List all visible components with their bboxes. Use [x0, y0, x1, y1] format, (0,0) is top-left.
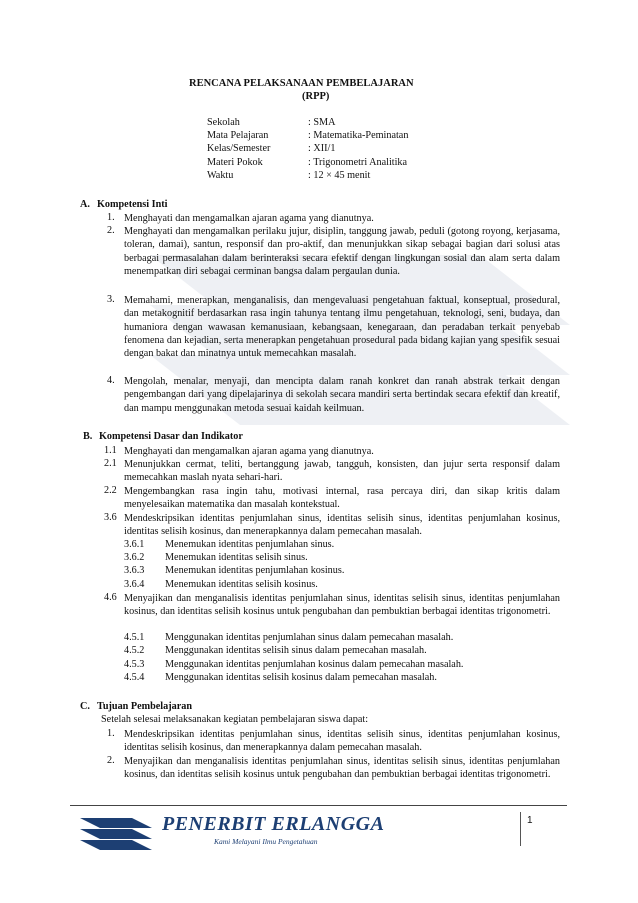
indicator-number: 3.6.3: [124, 565, 145, 576]
info-value: : 12 × 45 menit: [308, 170, 371, 181]
info-label: Waktu: [207, 170, 234, 181]
list-item: Mendeskripsikan identitas penjumlahan sinus, identitas selisih sinus, identitas penjumlahan kosinus, identitas selisih kosinus, dan menerapkannya dalam pemecahan masalah.: [124, 729, 560, 754]
publisher-name: PENERBIT ERLANGGA: [162, 813, 385, 835]
indicator-text: Menggunakan identitas selisih sinus dalam pemecahan masalah.: [165, 645, 427, 656]
section-a-heading: Kompetensi Inti: [97, 199, 168, 210]
indicator-text: Menemukan identitas selisih sinus.: [165, 552, 308, 563]
section-b-letter: B.: [83, 431, 93, 442]
section-b-heading: Kompetensi Dasar dan Indikator: [99, 431, 243, 442]
info-label: Kelas/Semester: [207, 143, 271, 154]
indicator-number: 3.6.1: [124, 539, 145, 550]
info-label: Materi Pokok: [207, 157, 263, 168]
footer-divider: [70, 805, 567, 806]
indicator-number: 3.6.4: [124, 579, 145, 590]
kd-number: 4.6: [104, 592, 117, 603]
kd-item: Mendeskripsikan identitas penjumlahan sinus, identitas selisih sinus, identitas penjumlahan kosinus, identitas selisih kosinus, dan menerapkannya dalam pemecahan masalah.: [124, 513, 560, 538]
indicator-number: 4.5.4: [124, 672, 145, 683]
info-value: : XII/1: [308, 143, 336, 154]
list-number: 4.: [107, 375, 115, 386]
indicator-number: 3.6.2: [124, 552, 145, 563]
section-c-heading: Tujuan Pembelajaran: [97, 701, 192, 712]
info-value: : Matematika-Peminatan: [308, 130, 409, 141]
indicator-text: Menggunakan identitas selisih kosinus dalam pemecahan masalah.: [165, 672, 437, 683]
list-item: Menghayati dan mengamalkan ajaran agama yang dianutnya.: [124, 213, 374, 224]
list-number: 3.: [107, 294, 115, 305]
list-item: Memahami, menerapkan, menganalisis, dan mengevaluasi pengetahuan faktual, konseptual, prosedural, dan metakognitif berdasarkan rasa ingin tahunya tentang ilmu pengetahuan, teknologi, seni, budaya, dan humaniora dengan wawasan kemanusiaan, kebangsaan, kenegaraan, dan peradaban terkait penyebab fenomena dan kejadian, serta menerapkan pengetahuan prosedural pada bidang kajian yang spesifik sesuai dengan bakat dan minatnya untuk memecahkan masalah.: [124, 295, 560, 360]
section-c-intro: Setelah selesai melaksanakan kegiatan pembelajaran siswa dapat:: [101, 714, 369, 725]
document-subtitle: (RPP): [302, 91, 330, 102]
indicator-number: 4.5.3: [124, 659, 145, 670]
list-number: 2.: [107, 225, 115, 236]
list-item: Menghayati dan mengamalkan perilaku jujur, disiplin, tanggung jawab, peduli (gotong royong, kerjasama, toleran, damai), santun, responsif dan pro-aktif, dan menunjukkan sikap sebagai bagian dari solusi atas berbagai permasalahan dalam berinteraksi secara efektif dengan lingkungan sosial dan alam serta dalam menempatkan diri sebagai cerminan bangsa dalam pergaulan dunia.: [124, 226, 560, 277]
kd-number: 1.1: [104, 445, 117, 456]
indicator-text: Menggunakan identitas penjumlahan kosinus dalam pemecahan masalah.: [165, 659, 464, 670]
list-number: 1.: [107, 728, 115, 739]
document-title: RENCANA PELAKSANAAN PEMBELAJARAN: [189, 78, 414, 89]
indicator-text: Menemukan identitas selisih kosinus.: [165, 579, 318, 590]
list-item: Mengolah, menalar, menyaji, dan mencipta dalam ranah konkret dan ranah abstrak terkait dengan pengembangan dari yang dipelajarinya di sekolah secara mandiri serta bertindak secara efektif dan kreatif, dan mampu menggunakan metoda sesuai kaidah keilmuan.: [124, 376, 560, 414]
indicator-text: Menemukan identitas penjumlahan sinus.: [165, 539, 335, 550]
kd-item: Menunjukkan cermat, teliti, bertanggung jawab, tangguh, konsisten, dan jujur serta responsif dalam memecahkan maslah nyata sehari-hari.: [124, 459, 560, 484]
kd-item: Menghayati dan mengamalkan ajaran agama yang dianutnya.: [124, 446, 374, 457]
list-number: 2.: [107, 755, 115, 766]
kd-number: 3.6: [104, 512, 117, 523]
page-number-box: [520, 812, 567, 846]
indicator-number: 4.5.2: [124, 645, 145, 656]
section-c-letter: C.: [80, 701, 90, 712]
info-label: Mata Pelajaran: [207, 130, 269, 141]
indicator-number: 4.5.1: [124, 632, 145, 643]
indicator-text: Menggunakan identitas penjumlahan sinus dalam pemecahan masalah.: [165, 632, 454, 643]
list-number: 1.: [107, 212, 115, 223]
section-a-letter: A.: [80, 199, 90, 210]
publisher-tagline: Kami Melayani Ilmu Pengetahuan: [214, 837, 318, 846]
info-value: : SMA: [308, 117, 336, 128]
info-value: : Trigonometri Analitika: [308, 157, 408, 168]
list-item: Menyajikan dan menganalisis identitas penjumlahan sinus, identitas selisih sinus, identitas penjumlahan kosinus, dan identitas selisih kosinus untuk pengubahan dan pembuktian berbagai identitas trigonometri.: [124, 756, 560, 781]
kd-number: 2.2: [104, 485, 117, 496]
indicator-text: Menemukan identitas penjumlahan kosinus.: [165, 565, 345, 576]
info-label: Sekolah: [207, 117, 240, 128]
kd-number: 2.1: [104, 458, 117, 469]
kd-item: Menyajikan dan menganalisis identitas penjumlahan sinus, identitas selisih sinus, identitas penjumlahan kosinus, dan identitas selisih kosinus untuk pengubahan dan pembuktian berbagai identitas trigonometri.: [124, 593, 560, 618]
kd-item: Mengembangkan rasa ingin tahu, motivasi internal, rasa percaya diri, dan sikap kritis dalam menyelesaikan matematika dan masalah kontekstual.: [124, 486, 560, 511]
page-number: 1: [527, 815, 533, 826]
